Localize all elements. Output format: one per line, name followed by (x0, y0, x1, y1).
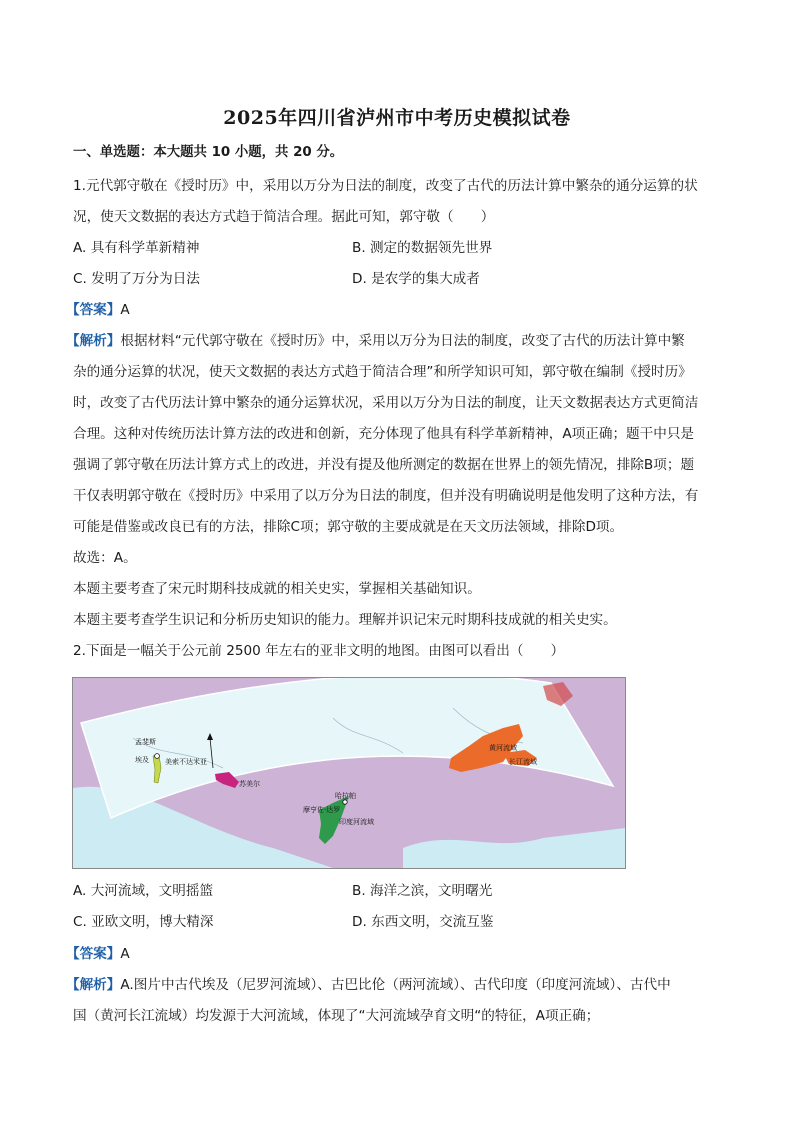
q1-note-2: 本题主要考查学生识记和分析历史知识的能力。理解并识记宋元时期科技成就的相关史实。 (73, 612, 617, 628)
q1-analysis-line-3: 时，改变了古代历法计算中繁杂的通分运算状况，采用以万分为日法的制度，让天文数据表达方式更简洁 (73, 395, 699, 411)
q2-option-d: D. 东西文明，交流互鉴 (352, 914, 494, 930)
page-title: 2025年四川省泸州市中考历史模拟试卷 (223, 107, 571, 129)
q1-analysis-line-7: 可能是借鉴或改良已有的方法，排除C项；郭守敬的主要成就是在天文历法领域，排除D项。 (73, 519, 624, 535)
q1-option-a: A. 具有科学革新精神 (73, 240, 200, 256)
q1-analysis-line-2: 杂的通分运算的状况，使天文数据的表达方式趋于简洁合理”和所学知识可知，郭守敬在编制《授时历》 (73, 364, 692, 380)
q1-stem-line-2: 况，使天文数据的表达方式趋于简洁合理。据此可知，郭守敬（ ） (73, 209, 495, 225)
q2-stem: 2.下面是一幅关于公元前 2500 年左右的亚非文明的地图。由图可以看出（ ） (73, 643, 565, 659)
analysis-text: 根据材料“元代郭守敬在《授时历》中，采用以万分为日法的制度，改变了古代的历法计算中繁 (120, 333, 685, 349)
answer-tag: 【答案】 (66, 302, 121, 318)
q1-option-b: B. 测定的数据领先世界 (352, 240, 493, 256)
q1-stem-line-1: 1.元代郭守敬在《授时历》中，采用以万分为日法的制度，改变了古代的历法计算中繁杂的通分运算的状 (73, 178, 698, 194)
analysis-tag: 【解析】 (66, 333, 121, 349)
analysis-text: A.图片中古代埃及（尼罗河流域）、古巴比伦（两河流域）、古代印度（印度河流域）、古代中 (120, 977, 671, 993)
q2-option-a: A. 大河流域，文明摇篮 (73, 883, 214, 899)
q2-analysis-line-1 (66, 975, 726, 995)
q1-conclusion: 故选：A。 (73, 550, 137, 566)
label-harappa: 哈拉帕 (335, 792, 356, 800)
map-svg (73, 678, 625, 868)
q1-analysis-line-4: 合理。这种对传统历法计算方法的改进和创新，充分体现了他具有科学革新精神，A项正确；题干中只是 (73, 426, 695, 442)
label-yellow-river: 黄河流域 (489, 744, 517, 752)
analysis-tag: 【解析】 (66, 977, 121, 993)
label-egypt: 埃及 (135, 756, 149, 764)
label-mohenjo: 摩亨佐·达罗 (303, 806, 341, 814)
q1-answer (66, 300, 726, 320)
q2-option-c: C. 亚欧文明，博大精深 (73, 914, 214, 930)
q1-option-c: C. 发明了万分为日法 (73, 271, 200, 287)
q1-analysis-line-1 (66, 331, 726, 351)
q2-option-b: B. 海洋之滨，文明曙光 (352, 883, 493, 899)
answer-value: A (120, 302, 130, 318)
q1-analysis-line-6: 干仅表明郭守敬在《授时历》中采用了以万分为日法的制度，但并没有明确说明是他发明了这种方法，有 (73, 488, 699, 504)
section-heading: 一、单选题：本大题共 10 小题，共 20 分。 (73, 145, 344, 160)
label-memphis: 孟斐斯 (135, 738, 156, 746)
q1-note-1: 本题主要考查了宋元时期科技成就的相关史实，掌握相关基础知识。 (73, 581, 481, 597)
q2-answer (66, 944, 726, 964)
answer-tag: 【答案】 (66, 946, 121, 962)
q2-analysis-line-2: 国（黄河长江流域）均发源于大河流域，体现了“大河流域孕育文明“的特征，A项正确； (73, 1008, 600, 1024)
label-indus: 印度河流域 (339, 818, 374, 826)
civilization-map (72, 677, 626, 869)
q1-option-d: D. 是农学的集大成者 (352, 271, 480, 287)
answer-value: A (120, 946, 130, 962)
harappa-dot (343, 800, 347, 804)
memphis-dot (155, 754, 160, 759)
label-yangtze: 长江流域 (509, 758, 537, 766)
label-sumer: 苏美尔 (239, 780, 260, 788)
q1-analysis-line-5: 强调了郭守敬在历法计算方式上的改进，并没有提及他所测定的数据在世界上的领先情况，排除B项；题 (73, 457, 695, 473)
label-mesopotamia: 美索不达米亚 (165, 758, 207, 766)
